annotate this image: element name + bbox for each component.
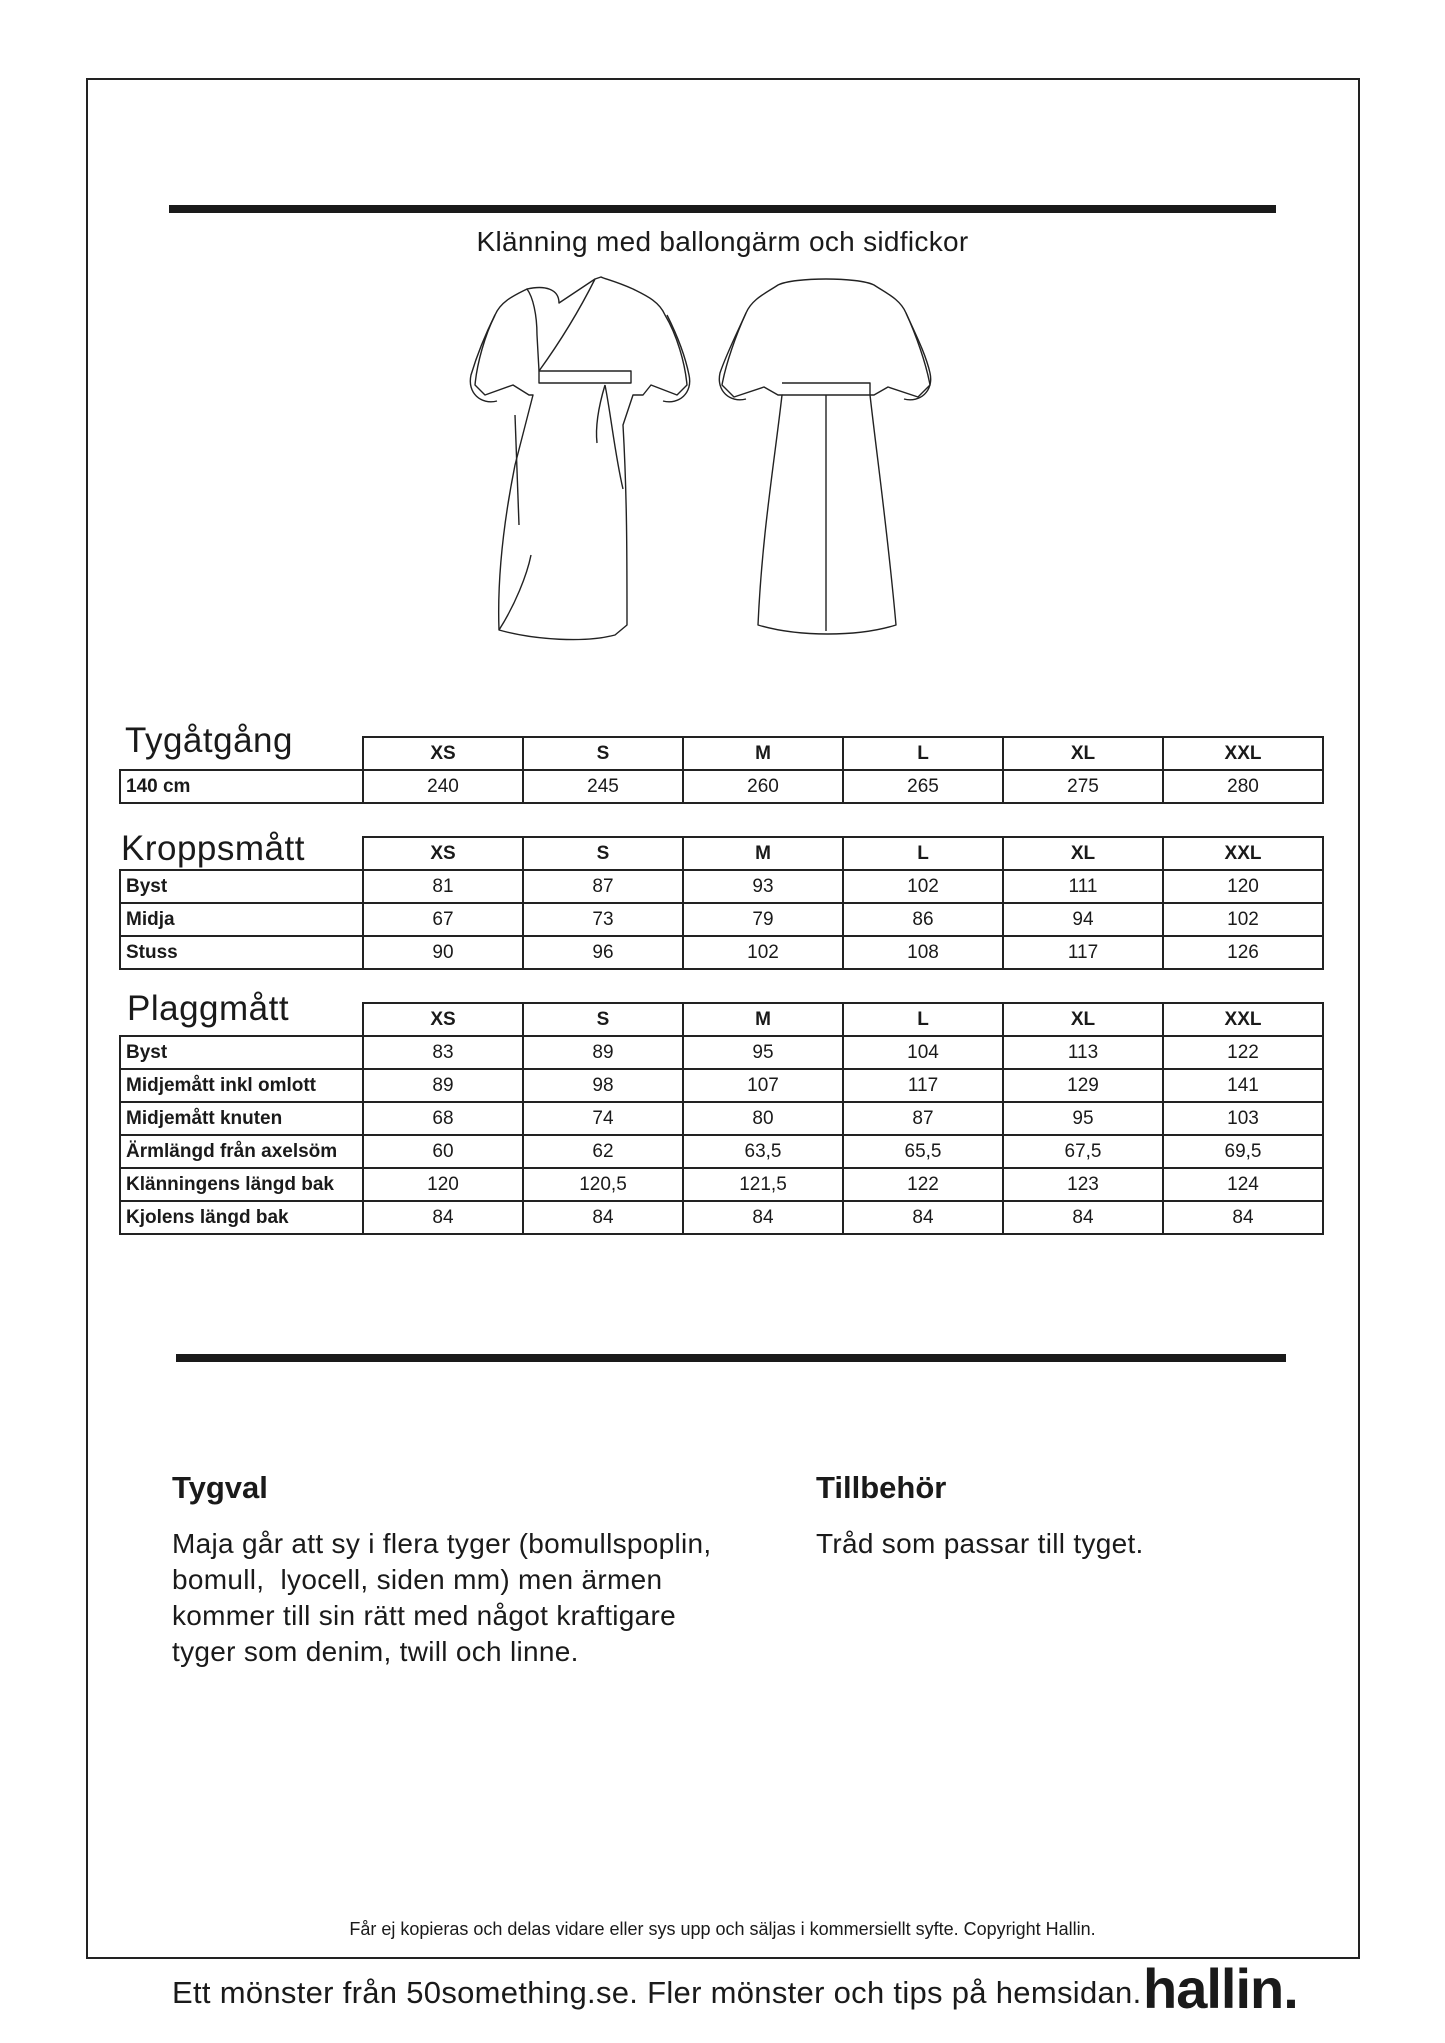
table-cell: 120 — [1163, 870, 1323, 903]
table-row — [120, 1201, 1323, 1234]
body-section-label: Kroppsmått — [121, 829, 305, 868]
row-label: Midja — [120, 903, 363, 936]
size-header: S — [523, 837, 683, 870]
size-header: XXL — [1163, 837, 1323, 870]
table-cell: 84 — [683, 1201, 843, 1234]
size-header: XS — [363, 737, 523, 770]
size-header: S — [523, 1003, 683, 1036]
table-cell: 117 — [1003, 936, 1163, 969]
table-row — [120, 1102, 1323, 1135]
table-row — [120, 1069, 1323, 1102]
table-cell: 111 — [1003, 870, 1163, 903]
table-cell: 65,5 — [843, 1135, 1003, 1168]
size-header: XS — [363, 837, 523, 870]
table-cell: 83 — [363, 1036, 523, 1069]
table-cell: 84 — [523, 1201, 683, 1234]
size-header: XXL — [1163, 1003, 1323, 1036]
size-header-row — [120, 737, 1323, 770]
table-cell: 108 — [843, 936, 1003, 969]
row-label: Midjemått knuten — [120, 1102, 363, 1135]
hallin-logo: hallin. — [1143, 1957, 1298, 2020]
size-header: L — [843, 1003, 1003, 1036]
table-row — [120, 870, 1323, 903]
table-cell: 73 — [523, 903, 683, 936]
size-header: S — [523, 737, 683, 770]
table-cell: 62 — [523, 1135, 683, 1168]
dress-back-illustration — [708, 275, 938, 645]
table-cell: 120 — [363, 1168, 523, 1201]
table-cell: 122 — [1163, 1036, 1323, 1069]
table-cell: 280 — [1163, 770, 1323, 803]
size-header: M — [683, 737, 843, 770]
table-cell: 121,5 — [683, 1168, 843, 1201]
table-row — [120, 1036, 1323, 1069]
table-cell: 113 — [1003, 1036, 1163, 1069]
table-cell: 103 — [1163, 1102, 1323, 1135]
table-row — [120, 936, 1323, 969]
table-cell: 265 — [843, 770, 1003, 803]
garment-section-label: Plaggmått — [127, 989, 290, 1028]
table-cell: 126 — [1163, 936, 1323, 969]
fabric-table — [119, 736, 1324, 804]
table-cell: 79 — [683, 903, 843, 936]
table-row — [120, 903, 1323, 936]
table-cell: 60 — [363, 1135, 523, 1168]
table-row — [120, 770, 1323, 803]
fabric-section-label: Tygåtgång — [125, 721, 293, 760]
size-header: L — [843, 837, 1003, 870]
table-cell: 120,5 — [523, 1168, 683, 1201]
table-cell: 93 — [683, 870, 843, 903]
text-line: Maja går att sy i flera tyger (bomullspoplin, — [172, 1528, 712, 1559]
table-cell: 102 — [843, 870, 1003, 903]
table-cell: 87 — [843, 1102, 1003, 1135]
table-cell: 102 — [1163, 903, 1323, 936]
table-cell: 84 — [843, 1201, 1003, 1234]
size-header: M — [683, 1003, 843, 1036]
table-cell: 141 — [1163, 1069, 1323, 1102]
size-header: M — [683, 837, 843, 870]
size-header-row — [120, 1003, 1323, 1036]
table-cell: 68 — [363, 1102, 523, 1135]
table-cell: 122 — [843, 1168, 1003, 1201]
pattern-title: Klänning med ballongärm och sidfickor — [476, 226, 969, 257]
table-cell: 104 — [843, 1036, 1003, 1069]
size-header: XXL — [1163, 737, 1323, 770]
table-cell: 80 — [683, 1102, 843, 1135]
table-cell: 129 — [1003, 1069, 1163, 1102]
table-row — [120, 1135, 1323, 1168]
row-label: Klänningens längd bak — [120, 1168, 363, 1201]
table-cell: 245 — [523, 770, 683, 803]
table-cell: 95 — [683, 1036, 843, 1069]
table-cell: 63,5 — [683, 1135, 843, 1168]
garment-measurements-table — [119, 1002, 1324, 1235]
size-header: XL — [1003, 737, 1163, 770]
tillbehor-text: Tråd som passar till tyget. — [816, 1528, 1144, 1559]
dress-front-illustration — [455, 275, 695, 645]
footer-text: Ett mönster från 50something.se. Fler mönster och tips på hemsidan. — [172, 1975, 1142, 2010]
table-cell: 84 — [1163, 1201, 1323, 1234]
table-cell: 67,5 — [1003, 1135, 1163, 1168]
tygval-text — [172, 1526, 712, 1670]
table-cell: 98 — [523, 1069, 683, 1102]
table-cell: 124 — [1163, 1168, 1323, 1201]
table-cell: 89 — [523, 1036, 683, 1069]
table-cell: 86 — [843, 903, 1003, 936]
table-cell: 96 — [523, 936, 683, 969]
table-cell: 84 — [1003, 1201, 1163, 1234]
table-cell: 84 — [363, 1201, 523, 1234]
row-label: Midjemått inkl omlott — [120, 1069, 363, 1102]
table-cell: 90 — [363, 936, 523, 969]
table-row — [120, 1168, 1323, 1201]
top-divider — [169, 205, 1276, 213]
row-label: Kjolens längd bak — [120, 1201, 363, 1234]
row-label: 140 cm — [120, 770, 363, 803]
row-label: Ärmlängd från axelsöm — [120, 1135, 363, 1168]
table-cell: 81 — [363, 870, 523, 903]
size-header: XL — [1003, 1003, 1163, 1036]
text-line: kommer till sin rätt med något kraftigare — [172, 1600, 677, 1631]
text-line: tyger som denim, twill och linne. — [172, 1636, 579, 1667]
body-measurements-table — [119, 836, 1324, 970]
table-cell: 117 — [843, 1069, 1003, 1102]
table-cell: 275 — [1003, 770, 1163, 803]
table-cell: 74 — [523, 1102, 683, 1135]
table-cell: 89 — [363, 1069, 523, 1102]
table-cell: 102 — [683, 936, 843, 969]
table-cell: 107 — [683, 1069, 843, 1102]
table-cell: 87 — [523, 870, 683, 903]
table-cell: 123 — [1003, 1168, 1163, 1201]
table-cell: 94 — [1003, 903, 1163, 936]
row-label: Byst — [120, 1036, 363, 1069]
copyright-notice: Får ej kopieras och delas vidare eller sys upp och säljas i kommersiellt syfte. Copyright Hallin. — [349, 1919, 1096, 1939]
size-header: L — [843, 737, 1003, 770]
table-cell: 67 — [363, 903, 523, 936]
size-header: XS — [363, 1003, 523, 1036]
row-label: Stuss — [120, 936, 363, 969]
tygval-heading: Tygval — [172, 1470, 268, 1505]
table-cell: 69,5 — [1163, 1135, 1323, 1168]
row-label: Byst — [120, 870, 363, 903]
table-cell: 240 — [363, 770, 523, 803]
middle-divider — [176, 1354, 1286, 1362]
tillbehor-heading: Tillbehör — [816, 1470, 947, 1505]
table-cell: 95 — [1003, 1102, 1163, 1135]
table-cell: 260 — [683, 770, 843, 803]
size-header: XL — [1003, 837, 1163, 870]
size-header-row — [120, 837, 1323, 870]
text-line: bomull, lyocell, siden mm) men ärmen — [172, 1564, 663, 1595]
